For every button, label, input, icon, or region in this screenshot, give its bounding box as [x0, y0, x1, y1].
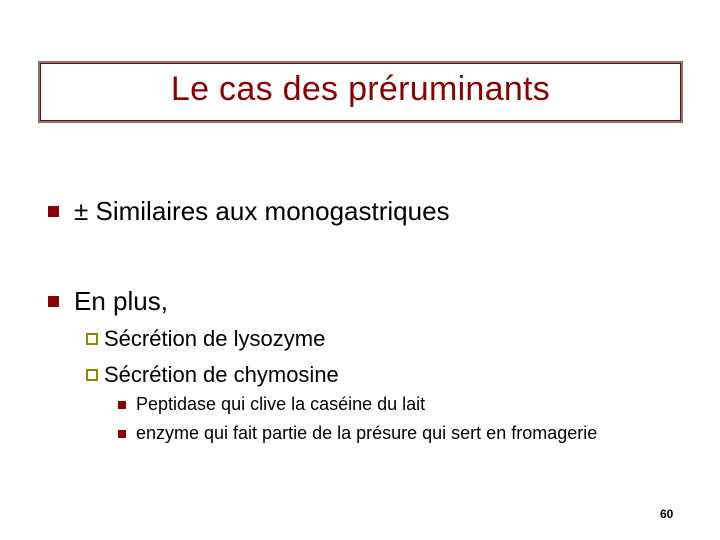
hollow-square-bullet-icon — [86, 369, 98, 381]
square-bullet-icon — [118, 401, 126, 409]
bullet-item-en-plus — [48, 286, 168, 317]
sub-sub-bullet-item-enzyme — [118, 423, 597, 444]
sub-sub-bullet-item-peptidase — [118, 394, 425, 415]
bullet-text: ± Similaires aux monogastriques — [74, 196, 450, 226]
square-bullet-icon — [118, 430, 126, 438]
sub-sub-bullet-text: Peptidase qui clive la caséine du lait — [136, 394, 426, 414]
sub-bullet-item-lysozyme — [86, 326, 325, 352]
page-number: 60 — [660, 507, 674, 521]
sub-bullet-text: Sécrétion de chymosine — [104, 362, 339, 387]
bullet-item-similaires — [48, 196, 450, 227]
square-bullet-icon — [48, 296, 59, 307]
slide-title: Le cas des préruminants — [170, 69, 551, 108]
sub-bullet-item-chymosine — [86, 362, 339, 388]
square-bullet-icon — [48, 206, 59, 217]
hollow-square-bullet-icon — [86, 333, 98, 345]
bullet-text: En plus, — [74, 286, 168, 316]
sub-bullet-text: Sécrétion de lysozyme — [104, 326, 326, 351]
sub-sub-bullet-text: enzyme qui fait partie de la présure qui sert en fromagerie — [136, 423, 598, 443]
title-frame — [38, 61, 683, 123]
